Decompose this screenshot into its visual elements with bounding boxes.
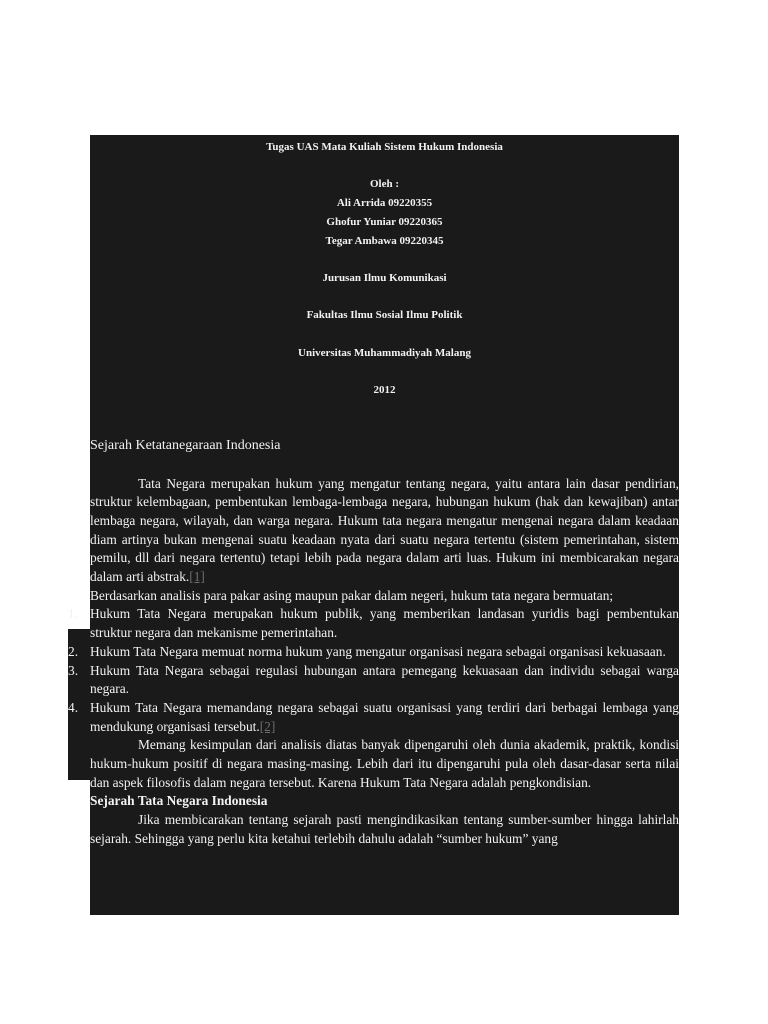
- author-name: Ali Arrida 09220355: [336, 197, 433, 210]
- cover-block: [90, 138, 679, 400]
- list-item-text: Hukum Tata Negara sebagai regulasi hubungan antara pemegang kekuasaan dan individu sebagai warga negara.: [90, 662, 679, 697]
- paragraph: Memang kesimpulan dari analisis diatas banyak dipengaruhi oleh dunia akademik, praktik, kondisi hukum-hukum positif di negara masing-masing. Lebih dari itu dipengaruhi pula oleh dasar-dasar serta nilai dan aspek filosofis dalam negara tersebut. Karena Hukum Tata Negara adalah pengkondisian.: [90, 737, 679, 790]
- section-heading: Sejarah Tata Negara Indonesia: [90, 793, 268, 809]
- section-heading: Sejarah Ketatanegaraan Indonesia: [90, 438, 281, 454]
- university: Universitas Muhammadiyah Malang: [298, 346, 471, 359]
- list-item: [68, 662, 679, 699]
- department: Jurusan Ilmu Komunikasi: [322, 271, 447, 284]
- list-number: 4.: [68, 699, 79, 715]
- assignment-title: Tugas UAS Mata Kuliah Sistem Hukum Indonesia: [266, 141, 503, 153]
- list-number: 1.: [68, 606, 79, 622]
- paragraph: Jika membicarakan tentang sejarah pasti mengindikasikan tentang sumber-sumber hingga lahirlah sejarah. Sehingga yang perlu kita ketahui terlebih dahulu adalah “sumber hukum” yang: [90, 812, 679, 846]
- author-name: Tegar Ambawa 09220345: [325, 234, 444, 247]
- paragraph-text: Tata Negara merupakan hukum yang mengatur tentang negara, yaitu antara lain dasar pendirian, struktur kelembagaan, pembentukan lembaga-lembaga negara, hubungan hukum (hak dan kewajiban) antar lembaga negara, wilayah, dan warga negara. Hukum tata negara mengatur mengenai negara dalam keadaan diam artinya bukan mengenai suatu keadaan nyata dari suatu negara tertentu (sistem pemerintahan, sistem pemilu, dll dari negara tertentu) tetapi lebih pada negara dalam arti luas. Hukum ini membicarakan negara dalam arti abstrak.: [90, 475, 679, 585]
- list-number: 2.: [68, 643, 79, 659]
- list-item-text: Hukum Tata Negara memuat norma hukum yang mengatur organisasi negara sebagai organisasi kekuasaan.: [90, 643, 666, 659]
- document-body: [68, 138, 679, 849]
- list-item: [68, 643, 679, 662]
- year: 2012: [373, 384, 396, 397]
- footnote-link[interactable]: [2]: [259, 718, 276, 734]
- author-name: Ghofur Yuniar 09220365: [326, 215, 443, 228]
- faculty: Fakultas Ilmu Sosial Ilmu Politik: [306, 309, 463, 322]
- content-list: [68, 605, 679, 736]
- paragraph: [90, 475, 679, 587]
- list-item-text: Hukum Tata Negara merupakan hukum publik, yang memberikan landasan yuridis bagi pembentukan struktur negara dan mekanisme pemerintahan.: [90, 606, 679, 641]
- list-item: [68, 699, 679, 736]
- by-label: Oleh :: [369, 178, 400, 191]
- list-item: [68, 605, 679, 642]
- list-item-text: Hukum Tata Negara memandang negara sebagai suatu organisasi yang terdiri dari berbagai lembaga yang mendukung organisasi tersebut.: [90, 699, 679, 734]
- list-number: 3.: [68, 662, 79, 678]
- footnote-link[interactable]: [1]: [189, 569, 205, 585]
- paragraph: Berdasarkan analisis para pakar asing maupun pakar dalam negeri, hukum tata negara bermuatan;: [90, 587, 614, 603]
